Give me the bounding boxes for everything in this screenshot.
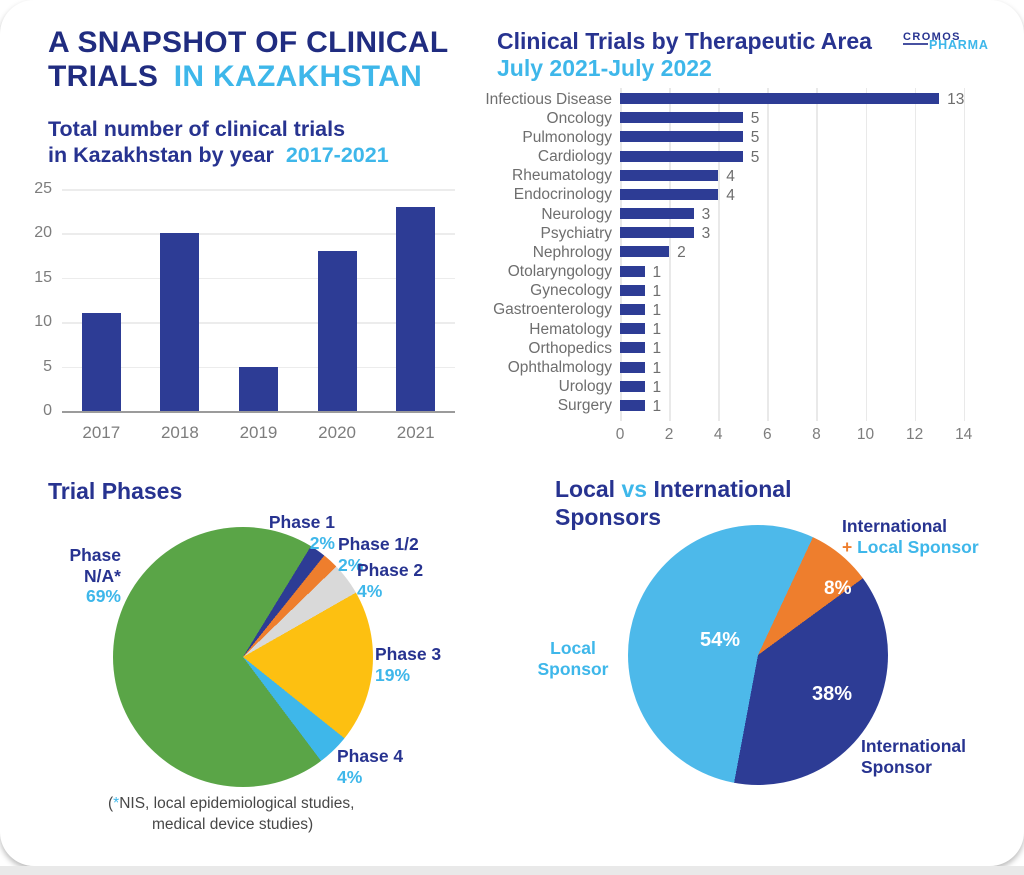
intl-sponsor-label-line1: International: [861, 736, 967, 756]
area-bar: [620, 227, 694, 238]
therapeutic-bar-chart: [482, 88, 1012, 450]
local-sponsor-label-line1: Local: [550, 638, 596, 658]
phases-footnote: [108, 794, 354, 836]
area-label: Otolaryngology: [507, 263, 612, 281]
area-bar: [620, 285, 645, 296]
logo-tagline: [903, 43, 928, 45]
area-value-label: 5: [750, 129, 760, 147]
area-label: Psychiatry: [540, 224, 612, 242]
year-bar: [82, 313, 121, 411]
area-value-label: 3: [701, 225, 711, 243]
area-value-label: 4: [726, 186, 735, 204]
x-axis-tick-label: 10: [856, 426, 875, 443]
sponsors-title-local: Local: [555, 476, 616, 502]
area-value-label: 13: [947, 91, 965, 108]
intl-local-legend-plus: +: [842, 536, 853, 557]
area-bar: [620, 208, 694, 219]
sponsors-chart-title: [555, 476, 791, 531]
phase-2-label: [357, 560, 423, 601]
y-axis-tick-label: 25: [34, 180, 52, 197]
x-axis-tick-label: 2018: [160, 423, 199, 442]
x-axis-tick-label: 2: [664, 426, 674, 443]
year-bar: [160, 233, 199, 411]
card-shadow-strip: [0, 866, 1024, 875]
phases-pie-chart: [113, 527, 373, 787]
area-bar: [620, 362, 645, 373]
area-label: Orthopedics: [528, 339, 612, 357]
phase-1-pct: 2%: [309, 532, 335, 553]
phase-12-pct: 2%: [338, 554, 364, 575]
y-gridline: [62, 411, 455, 413]
therapeutic-chart-title: [497, 28, 872, 82]
area-value-label: 2: [677, 244, 686, 262]
intl-local-legend-line2: Local Sponsor: [857, 536, 979, 557]
phase-4-label: [337, 746, 403, 787]
sponsors-title-international: International: [653, 476, 792, 502]
area-bar: [620, 131, 743, 142]
area-value-label: 1: [652, 378, 662, 396]
x-gridline: [915, 88, 917, 421]
area-label: Neurology: [541, 205, 612, 223]
phase-1-name: Phase 1: [268, 512, 335, 532]
local-sponsor-label: [518, 638, 628, 679]
area-bar: [620, 400, 645, 411]
yearly-chart-title-range: 2017-2021: [285, 143, 389, 168]
area-label: Infectious Disease: [485, 90, 612, 108]
phase-na-name: Phase N/A*: [69, 545, 121, 586]
area-bar: [620, 170, 718, 181]
area-bar: [620, 304, 645, 315]
area-bar: [620, 151, 743, 162]
yearly-bar-chart: [30, 180, 465, 445]
phase-4-pct: 4%: [337, 766, 363, 787]
sponsors-pie-chart: [628, 525, 888, 785]
area-label: Nephrology: [532, 243, 612, 261]
intl-local-legend: [842, 516, 979, 557]
area-bar: [620, 246, 669, 257]
area-label: Urology: [558, 378, 612, 396]
area-bar: [620, 381, 645, 392]
footnote-line1: NIS, local epidemiological studies,: [119, 795, 355, 812]
phase-2-name: Phase 2: [357, 560, 424, 580]
area-value-label: 1: [652, 321, 662, 339]
phase-3-label: [375, 644, 441, 685]
page-title-line1: A SNAPSHOT OF CLINICAL: [48, 26, 449, 59]
yearly-chart-title: [48, 116, 389, 168]
year-bar: [396, 207, 435, 411]
x-gridline: [964, 88, 966, 421]
therapeutic-chart-title-text: Clinical Trials by Therapeutic Area: [497, 28, 872, 54]
x-axis-tick-label: 4: [713, 426, 723, 443]
x-gridline: [816, 88, 818, 421]
x-axis-tick-label: 2020: [318, 423, 356, 442]
therapeutic-chart-subtitle: July 2021-July 2022: [497, 55, 712, 82]
yearly-chart-title-line2: in Kazakhstan by year: [48, 143, 274, 168]
x-gridline: [866, 88, 868, 421]
x-gridline: [767, 88, 769, 421]
phase-1-label: [245, 512, 335, 553]
logo-pharma-text: PHARMA: [929, 38, 989, 52]
area-value-label: 1: [652, 397, 662, 415]
page-title: [48, 26, 448, 94]
y-axis-tick-label: 10: [34, 313, 52, 331]
area-value-label: 1: [652, 359, 662, 377]
y-axis-tick-label: 0: [43, 402, 52, 419]
area-bar: [620, 189, 718, 200]
yearly-chart-title-line1: Total number of clinical trials: [48, 117, 346, 141]
cromos-pharma-logo: [903, 31, 993, 57]
phase-12-name: Phase 1/2: [338, 534, 419, 554]
page-title-line2-light: IN KAZAKHSTAN: [173, 59, 423, 93]
x-axis-tick-label: 2017: [82, 423, 121, 442]
x-axis-tick-label: 6: [762, 426, 772, 443]
y-axis-tick-label: 20: [34, 224, 52, 242]
sponsors-title-vs: vs: [621, 476, 648, 502]
intl-local-legend-line1: International: [842, 516, 948, 536]
intl-local-sponsor-pct: 8%: [824, 578, 852, 599]
area-label: Endocrinology: [513, 186, 612, 204]
area-label: Oncology: [546, 109, 612, 127]
x-axis-tick-label: 8: [812, 426, 821, 443]
area-value-label: 4: [726, 167, 735, 185]
area-value-label: 5: [750, 148, 760, 166]
area-label: Cardiology: [537, 148, 612, 166]
phase-na-pct: 69%: [85, 586, 121, 607]
year-bar: [239, 367, 278, 411]
area-value-label: 1: [652, 301, 662, 319]
local-sponsor-pct: 54%: [700, 629, 741, 651]
page-title-line2-dark: TRIALS: [48, 59, 159, 93]
year-bar: [318, 251, 357, 411]
x-axis-tick-label: 12: [905, 426, 924, 443]
area-label: Ophthalmology: [507, 359, 612, 377]
x-axis-tick-label: 14: [955, 426, 973, 443]
area-label: Surgery: [557, 397, 612, 415]
y-axis-tick-label: 15: [34, 268, 52, 286]
area-bar: [620, 266, 645, 277]
phase-4-name: Phase 4: [337, 746, 404, 766]
area-label: Gastroenterology: [493, 301, 612, 319]
area-value-label: 1: [652, 263, 662, 281]
y-gridline: [62, 189, 455, 191]
intl-sponsor-label-line2: Sponsor: [861, 756, 932, 777]
area-value-label: 1: [652, 340, 662, 358]
area-value-label: 1: [652, 282, 662, 300]
x-axis-tick-label: 2021: [396, 423, 435, 442]
logo-cromos-text: CROMOS: [903, 31, 961, 43]
footnote-paren: (: [108, 795, 114, 812]
x-axis-tick-label: 0: [615, 426, 625, 443]
x-axis-tick-label: 2019: [239, 423, 278, 442]
area-label: Rheumatology: [512, 167, 612, 185]
area-label: Gynecology: [530, 282, 612, 300]
area-bar: [620, 112, 743, 123]
footnote-star: *: [113, 795, 120, 812]
local-sponsor-label-line2: Sponsor: [537, 658, 609, 679]
y-axis-tick-label: 5: [43, 357, 52, 375]
area-bar: [620, 93, 939, 104]
area-label: Hematology: [529, 320, 612, 338]
sponsors-title-line2: Sponsors: [555, 503, 662, 530]
area-value-label: 3: [701, 206, 711, 224]
area-bar: [620, 342, 645, 353]
footnote-line2: medical device studies): [152, 815, 314, 833]
phases-chart-title: Trial Phases: [48, 478, 183, 504]
intl-sponsor-pct: 38%: [812, 683, 853, 705]
phase-na-label: [33, 545, 121, 607]
phase-3-name: Phase 3: [375, 644, 442, 664]
phase-3-pct: 19%: [375, 664, 411, 685]
area-bar: [620, 323, 645, 334]
area-value-label: 5: [750, 110, 760, 128]
phase-2-pct: 4%: [357, 580, 383, 601]
intl-sponsor-label: [861, 736, 966, 777]
area-label: Pulmonology: [522, 128, 612, 146]
